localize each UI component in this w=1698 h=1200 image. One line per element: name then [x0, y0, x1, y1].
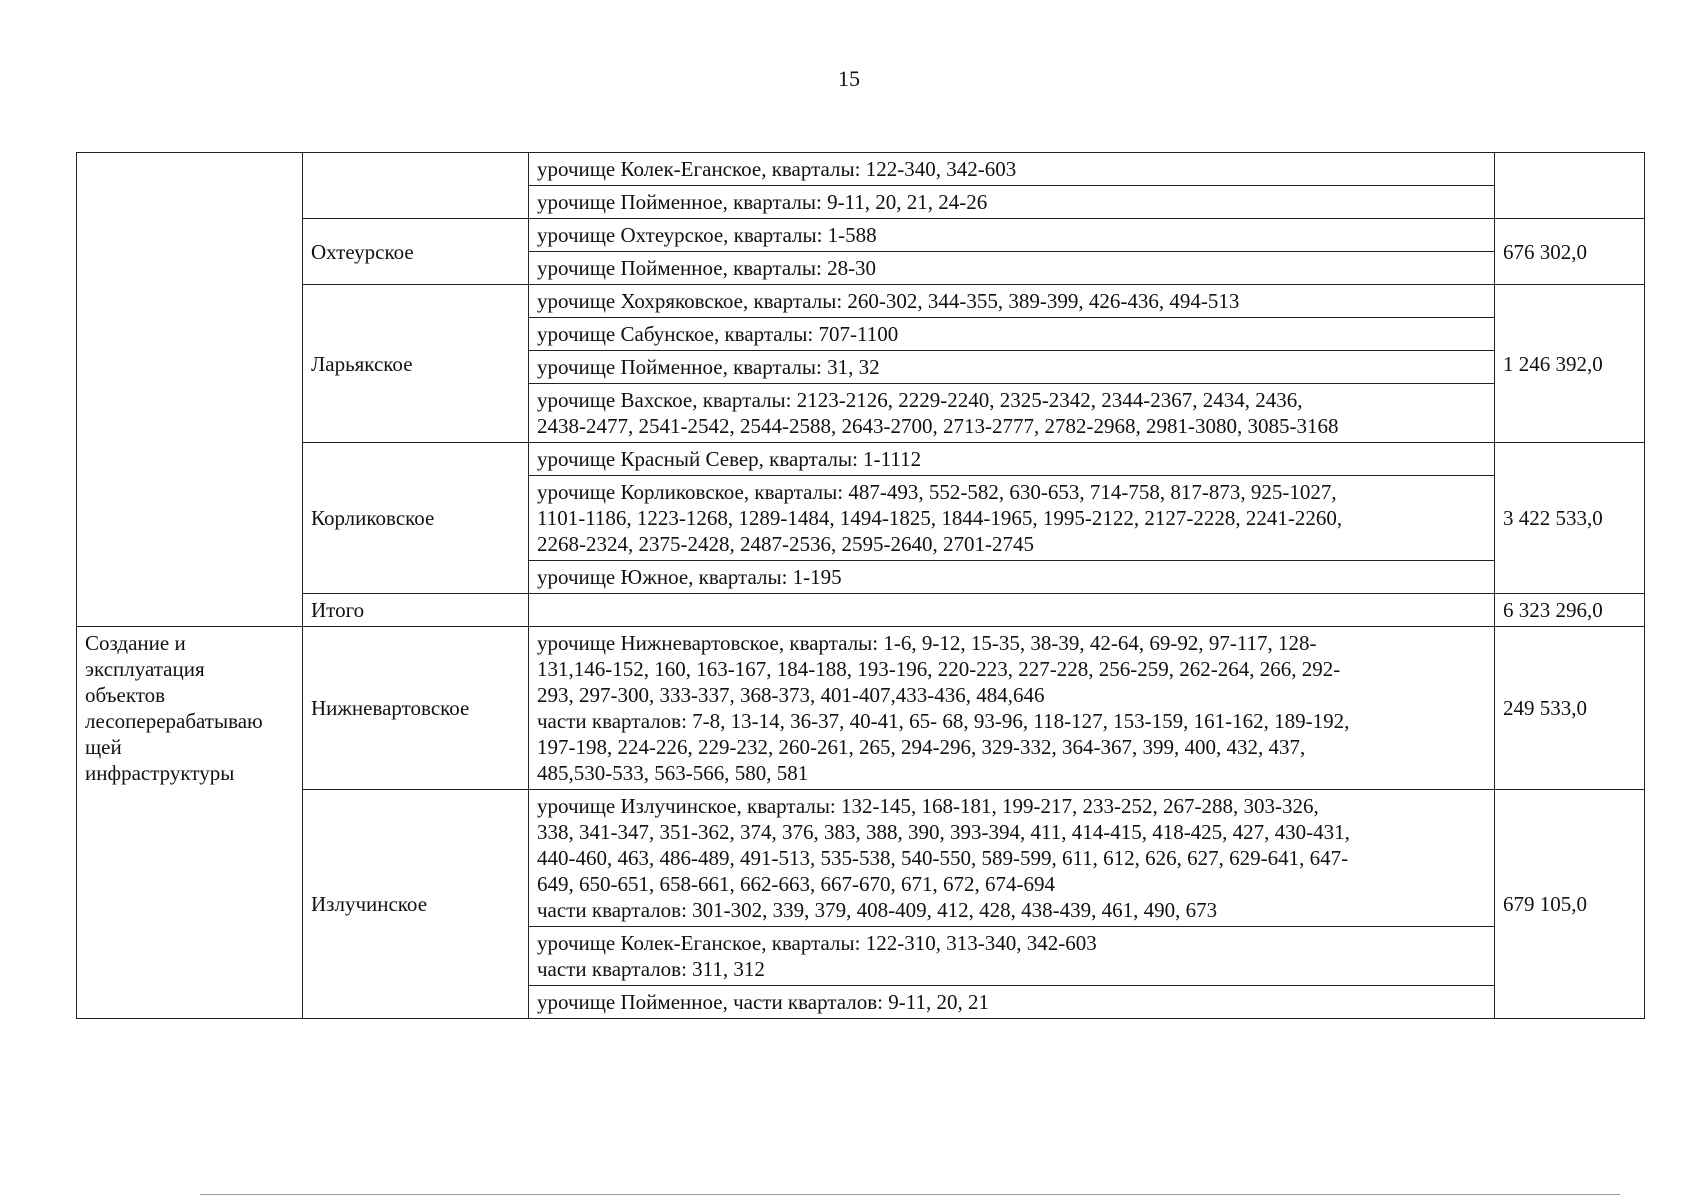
- table-row: [77, 153, 1645, 186]
- location-cell: урочище Сабунское, кварталы: 707-1100: [529, 318, 1495, 351]
- purpose-cell: Создание и эксплуатация объектов лесоперерабатываю щей инфраструктуры: [77, 627, 303, 1019]
- forest-areas-table: [76, 152, 1645, 1019]
- location-cell-empty: [529, 594, 1495, 627]
- table-row: [77, 627, 1645, 790]
- page-number: 15: [838, 66, 860, 91]
- location-cell: урочище Нижневартовское, кварталы: 1-6, 9-12, 15-35, 38-39, 42-64, 69-92, 97-117, 128- 131,146-152, 160, 163-167, 184-188, 193-196, 220-223, 227-228, 256-259, 262-264, 266, 292- 293, 297-300, 333-337, 368-373, 401-407,433-436, 484,646 части кварталов: 7-8, 13-14, 36-37, 40-41, 65- 68, 93-96, 118-127, 153-159, 161-162, 189-192, 197-198, 224-226, 229-232, 260-261, 265, 294-296, 329-332, 364-367, 399, 400, 432, 437, 485,530-533, 563-566, 580, 581: [529, 627, 1495, 790]
- area-cell: 249 533,0: [1495, 627, 1645, 790]
- page-bottom-rule: [200, 1194, 1620, 1195]
- lesnichestvo-cell: Охтеурское: [303, 219, 529, 285]
- total-label-cell: Итого: [303, 594, 529, 627]
- lesnichestvo-cell: Ларьякское: [303, 285, 529, 443]
- table-row: [77, 219, 1645, 252]
- location-cell: урочище Колек-Еганское, кварталы: 122-340, 342-603: [529, 153, 1495, 186]
- table-row: [77, 443, 1645, 476]
- location-cell: урочище Вахское, кварталы: 2123-2126, 2229-2240, 2325-2342, 2344-2367, 2434, 2436, 2438-2477, 2541-2542, 2544-2588, 2643-2700, 2713-2777, 2782-2968, 2981-3080, 3085-3168: [529, 384, 1495, 443]
- area-cell-continued: [1495, 153, 1645, 219]
- location-cell: урочище Охтеурское, кварталы: 1-588: [529, 219, 1495, 252]
- location-cell: урочище Красный Север, кварталы: 1-1112: [529, 443, 1495, 476]
- location-cell: урочище Корликовское, кварталы: 487-493, 552-582, 630-653, 714-758, 817-873, 925-1027, 1101-1186, 1223-1268, 1289-1484, 1494-1825, 1844-1965, 1995-2122, 2127-2228, 2241-2260, 2268-2324, 2375-2428, 2487-2536, 2595-2640, 2701-2745: [529, 476, 1495, 561]
- area-cell: 3 422 533,0: [1495, 443, 1645, 594]
- lesnichestvo-cell-continued: [303, 153, 529, 219]
- location-cell: урочище Южное, кварталы: 1-195: [529, 561, 1495, 594]
- lesnichestvo-cell: Корликовское: [303, 443, 529, 594]
- location-cell: урочище Пойменное, кварталы: 31, 32: [529, 351, 1495, 384]
- lesnichestvo-cell: Нижневартовское: [303, 627, 529, 790]
- table-row: [77, 790, 1645, 927]
- total-area-cell: 6 323 296,0: [1495, 594, 1645, 627]
- location-cell: урочище Пойменное, части кварталов: 9-11, 20, 21: [529, 986, 1495, 1019]
- location-cell: урочище Пойменное, кварталы: 9-11, 20, 21, 24-26: [529, 186, 1495, 219]
- area-cell: 679 105,0: [1495, 790, 1645, 1019]
- area-cell: 676 302,0: [1495, 219, 1645, 285]
- area-cell: 1 246 392,0: [1495, 285, 1645, 443]
- location-cell: урочище Колек-Еганское, кварталы: 122-310, 313-340, 342-603 части кварталов: 311, 312: [529, 927, 1495, 986]
- location-cell: урочище Излучинское, кварталы: 132-145, 168-181, 199-217, 233-252, 267-288, 303-326, 338, 341-347, 351-362, 374, 376, 383, 388, 390, 393-394, 411, 414-415, 418-425, 427, 430-431, 440-460, 463, 486-489, 491-513, 535-538, 540-550, 589-599, 611, 612, 626, 627, 629-641, 647- 649, 650-651, 658-661, 662-663, 667-670, 671, 672, 674-694 части кварталов: 301-302, 339, 379, 408-409, 412, 428, 438-439, 461, 490, 673: [529, 790, 1495, 927]
- lesnichestvo-cell: Излучинское: [303, 790, 529, 1019]
- total-row: [77, 594, 1645, 627]
- location-cell: урочище Хохряковское, кварталы: 260-302, 344-355, 389-399, 426-436, 494-513: [529, 285, 1495, 318]
- location-cell: урочище Пойменное, кварталы: 28-30: [529, 252, 1495, 285]
- purpose-cell-continued: [77, 153, 303, 627]
- table-row: [77, 285, 1645, 318]
